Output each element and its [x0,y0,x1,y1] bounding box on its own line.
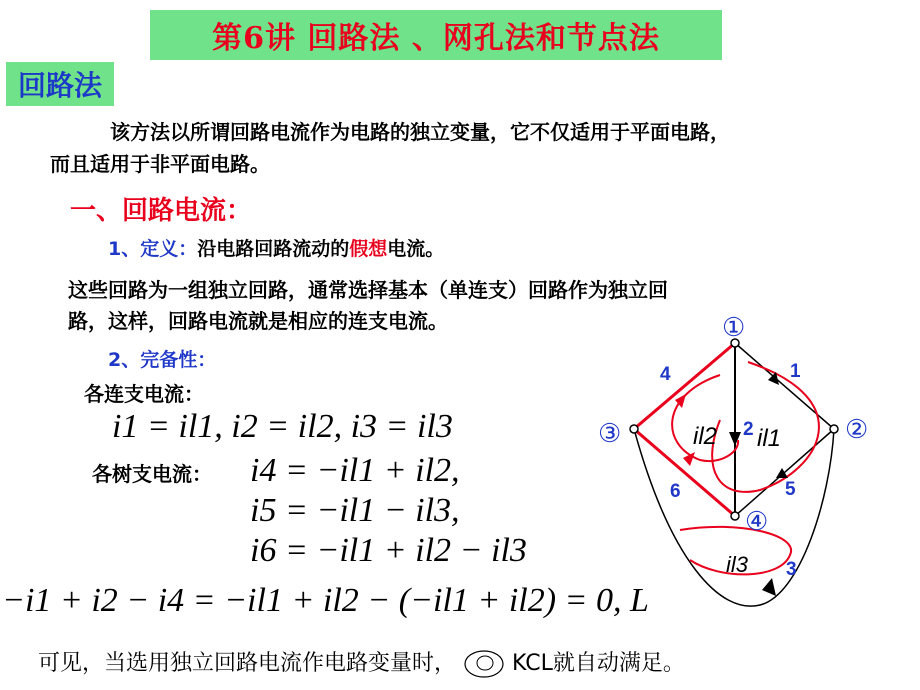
conclusion-line [38,646,685,679]
node-label-2: ② [845,414,869,444]
node-label-4: ④ [745,506,769,536]
definition-text-b: 电流。 [387,238,445,260]
eq-tree-2: i5 = −il1 − il3, [250,492,460,529]
loop-label-il1: il1 [757,425,782,452]
node-2 [830,425,838,433]
para2-line-2: 路，这样，回路电流就是相应的连支电流。 [68,309,448,333]
branch-label-1: 1 [790,361,801,382]
loop-label-il2: il2 [693,423,718,450]
branch-6-line [634,429,735,516]
branch-label-3: 3 [786,559,797,580]
definition-highlight: 假想 [349,238,388,260]
eq-tree-3: i6 = −il1 + il2 − il3 [250,532,527,569]
definition-line [108,234,444,261]
heading-loop-current: 一、回路电流： [70,196,253,226]
branch-label-2: 2 [743,419,754,440]
branch-1-line [735,343,834,429]
branch-label-4: 4 [660,364,671,385]
loop-label-il3: il3 [726,552,749,577]
tree-currents-label: 各树支电流： [92,462,212,486]
para2-line-1: 这些回路为一组独立回路，通常选择基本（单连支）回路作为独立回 [68,278,668,302]
branch-label-6: 6 [670,481,681,502]
branch-4-line [634,343,735,429]
link-currents-label: 各连支电流： [84,382,204,406]
node-label-3: ③ [598,418,622,448]
circle-symbol-icon [463,649,505,679]
conclusion-b: KCL就自动满足。 [512,651,685,676]
branch-label-5: 5 [785,479,796,500]
intro-line-1: 该方法以所谓回路电流作为电路的独立变量，它不仅适用于平面电路， [110,120,730,144]
eq-kcl: −i1 + i2 − i4 = −il1 + il2 − (−il1 + il2) = 0, L [2,582,649,619]
intro-line-2: 而且适用于非平面电路。 [50,152,270,176]
link-current-equations [112,408,453,446]
eq-link: i1 = il1, i2 = il2, i3 = il3 [112,408,453,445]
section-tag: 回路法 [6,62,114,106]
definition-text-a: 沿电路回路流动的 [197,238,350,260]
definition-prefix: 1、定义： [108,238,198,260]
eq-tree-1: i4 = −il1 + il2, [250,452,460,489]
circuit-diagram [590,310,890,620]
slide-title: 第6讲 回路法 、网孔法和节点法 [150,10,722,60]
node-4 [731,512,739,520]
branch-2-arrow [729,432,741,446]
branch-3-arrow [762,578,776,596]
branch-5-arrow [776,468,788,478]
conclusion-a: 可见，当选用独立回路电流作电路变量时， [38,651,457,676]
completeness-heading: 2、完备性： [108,349,217,371]
node-3 [630,425,638,433]
node-label-1: ① [722,312,746,342]
